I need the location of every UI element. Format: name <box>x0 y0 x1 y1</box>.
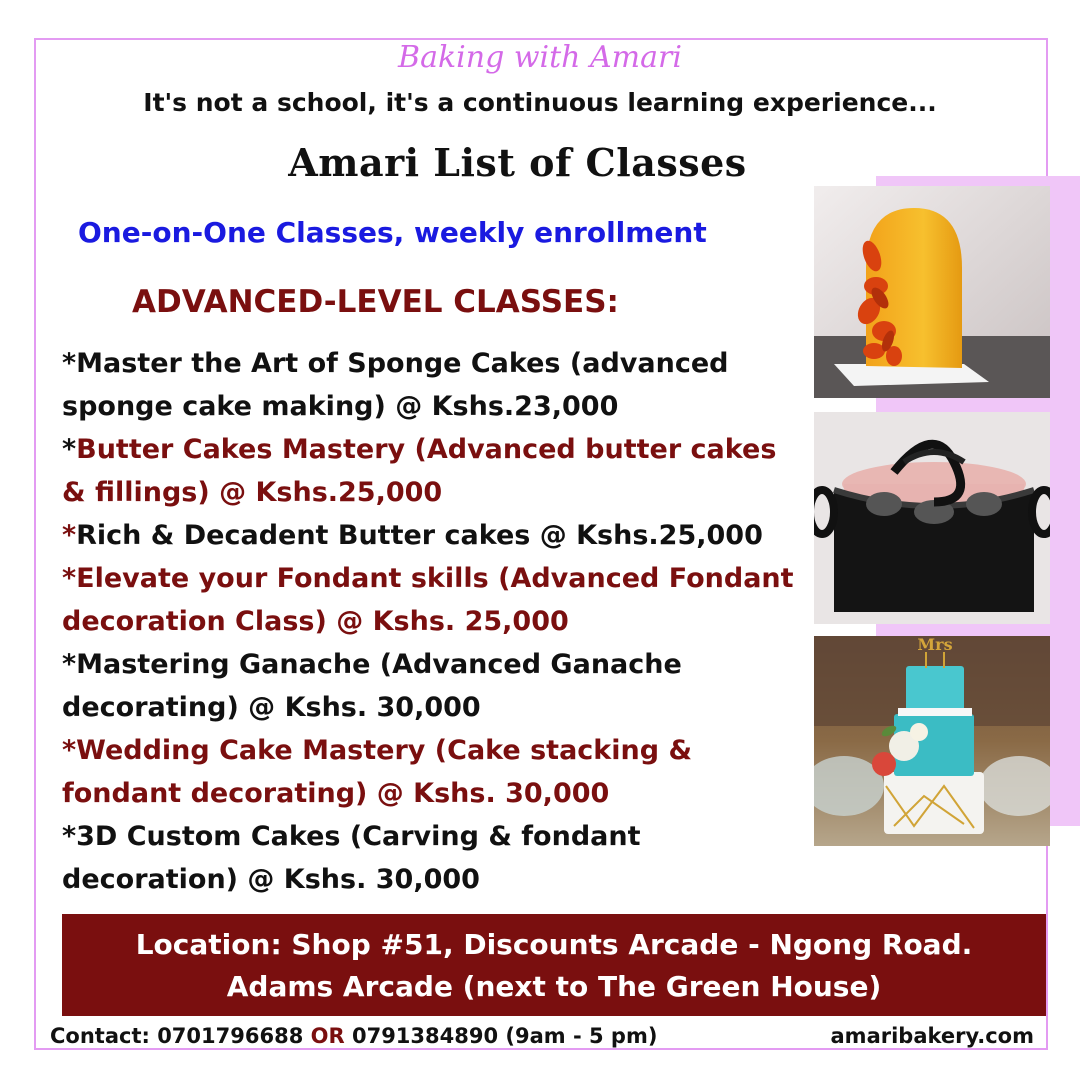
contact-or: OR <box>310 1024 345 1048</box>
class-item <box>62 514 807 557</box>
class-asterisk: * <box>62 821 77 852</box>
contact-secondary: 0791384890 (9am - 5 pm) <box>351 1024 658 1048</box>
cake-photo-wedding <box>814 636 1050 846</box>
brand-name: Baking with Amari <box>398 40 682 75</box>
subtitle: One-on-One Classes, weekly enrollment <box>78 216 707 249</box>
website-link[interactable]: amaribakery.com <box>830 1024 1034 1048</box>
class-asterisk: * <box>62 434 77 465</box>
cake-topper-text: Mrs <box>917 636 953 654</box>
location-line-1: Location: Shop #51, Discounts Arcade - Ngong Road. <box>135 928 973 961</box>
class-asterisk: * <box>62 348 77 379</box>
class-item <box>62 342 807 428</box>
contact-info <box>50 1024 657 1048</box>
class-text: Master the Art of Sponge Cakes (advanced sponge cake making) @ Kshs.23,000 <box>62 348 729 422</box>
location-line-2: Adams Arcade (next to The Green House) <box>226 970 882 1003</box>
page-title: Amari List of Classes <box>288 140 747 185</box>
class-text: Rich & Decadent Butter cakes @ Kshs.25,000 <box>76 520 763 551</box>
class-asterisk: * <box>62 649 77 680</box>
tagline: It's not a school, it's a continuous learning experience... <box>143 88 937 117</box>
class-text: Butter Cakes Mastery (Advanced butter cakes & fillings) @ Kshs.25,000 <box>62 434 777 508</box>
class-item <box>62 815 807 901</box>
class-list <box>62 342 807 901</box>
class-text: Mastering Ganache (Advanced Ganache decorating) @ Kshs. 30,000 <box>62 649 682 723</box>
cake-photo-yellow-arch <box>814 186 1050 398</box>
class-text: 3D Custom Cakes (Carving & fondant decoration) @ Kshs. 30,000 <box>62 821 641 895</box>
class-item <box>62 557 807 643</box>
class-asterisk: * <box>62 735 77 766</box>
class-item <box>62 428 807 514</box>
section-heading: ADVANCED-LEVEL CLASSES: <box>132 284 619 320</box>
class-asterisk: * <box>62 520 77 551</box>
class-text: Wedding Cake Mastery (Cake stacking & fondant decorating) @ Kshs. 30,000 <box>62 735 693 809</box>
contact-primary: Contact: 0701796688 <box>50 1024 304 1048</box>
class-item <box>62 643 807 729</box>
cake-photo-black-pot <box>814 412 1050 624</box>
location-banner <box>62 914 1046 1016</box>
class-item <box>62 729 807 815</box>
class-text: Elevate your Fondant skills (Advanced Fondant decoration Class) @ Kshs. 25,000 <box>62 563 794 637</box>
class-asterisk: * <box>62 563 77 594</box>
